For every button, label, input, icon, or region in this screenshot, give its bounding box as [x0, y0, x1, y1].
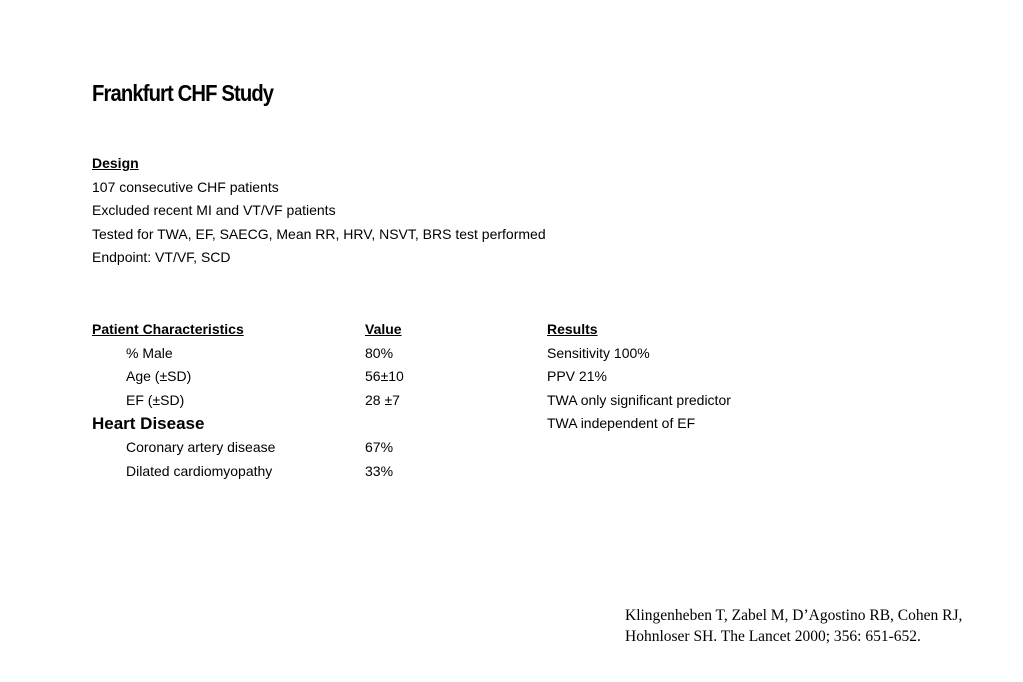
row-value: 80% [365, 344, 394, 361]
row-value: 56±10 [365, 368, 404, 385]
table-row [92, 412, 792, 436]
row-value: 33% [365, 462, 394, 479]
table-row [92, 389, 792, 413]
row-label: % Male [126, 344, 173, 361]
row-label: Dilated cardiomyopathy [126, 462, 273, 479]
heart-disease-heading: Heart Disease [92, 414, 205, 434]
design-line: 107 consecutive CHF patients [92, 178, 279, 195]
design-section [92, 152, 546, 270]
row-label: Coronary artery disease [126, 438, 276, 455]
table-row [92, 342, 792, 366]
row-label: Age (±SD) [126, 368, 192, 385]
design-heading: Design [92, 155, 139, 171]
row-result: Sensitivity 100% [547, 344, 650, 361]
table-header-row [92, 318, 792, 342]
row-result: PPV 21% [547, 368, 607, 385]
table-row [92, 436, 792, 460]
design-line: Excluded recent MI and VT/VF patients [92, 202, 336, 219]
citation-line: Klingenheben T, Zabel M, D’Agostino RB, Cohen RJ, [625, 607, 963, 624]
row-value: 67% [365, 438, 394, 455]
table-row [92, 365, 792, 389]
row-label: EF (±SD) [126, 391, 185, 408]
row-value: 28 ±7 [365, 391, 400, 408]
citation [625, 605, 962, 647]
design-line: Endpoint: VT/VF, SCD [92, 249, 231, 266]
row-result: TWA independent of EF [547, 415, 696, 432]
design-line: Tested for TWA, EF, SAECG, Mean RR, HRV, NSVT, BRS test performed [92, 225, 546, 242]
row-result: TWA only significant predictor [547, 391, 731, 408]
header-results: Results [547, 321, 598, 337]
table-row [92, 460, 792, 484]
characteristics-table [92, 318, 792, 483]
header-patient-characteristics: Patient Characteristics [92, 321, 244, 337]
page-title: Frankfurt CHF Study [92, 80, 274, 106]
citation-line: Hohnloser SH. The Lancet 2000; 356: 651-652. [625, 628, 921, 645]
header-value: Value [365, 321, 402, 337]
